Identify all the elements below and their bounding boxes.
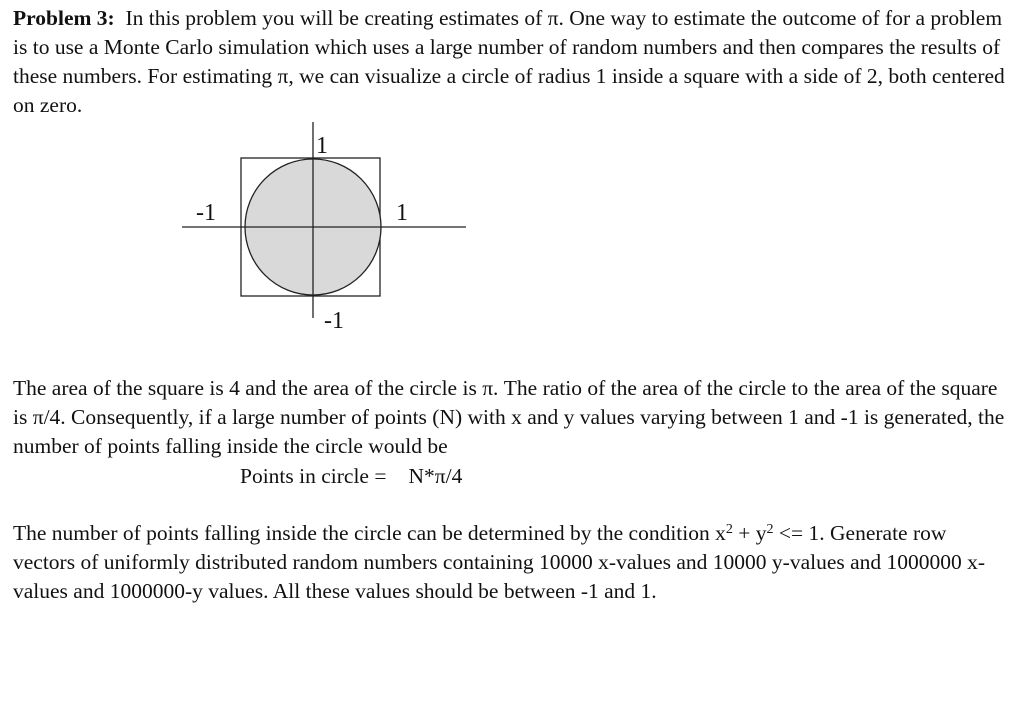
points-in-circle-formula [240, 462, 462, 491]
condition-text-after: <= 1. Generate row vectors of uniformly distributed random numbers containing 10000 x-values and 10000 y-values and 1000000 x-values and 1000000-y values. All these values should be between -1 and 1. [13, 521, 986, 603]
condition-paragraph [13, 519, 1013, 606]
problem-intro-text: In this problem you will be creating estimates of π. One way to estimate the outcome of for a problem is to use a Monte Carlo simulation which uses a large number of random numbers and then compares the results of these numbers. For estimating π, we can visualize a circle of radius 1 inside a square with a side of 2, both centered on zero. [13, 6, 1005, 117]
problem-heading: Problem 3: [13, 6, 115, 30]
formula-lhs: Points in circle = [240, 464, 387, 488]
x-squared-exponent: 2 [725, 522, 733, 537]
label-bottom-minus-1: -1 [324, 308, 344, 334]
formula-rhs: N*π/4 [408, 464, 463, 488]
label-left-minus-1: -1 [196, 200, 216, 226]
condition-text-before: The number of points falling inside the circle can be determined by the condition x [13, 521, 726, 545]
condition-plus-y: + y [732, 521, 767, 545]
y-squared-exponent: 2 [766, 522, 774, 537]
explanation-paragraph: The area of the square is 4 and the area of the circle is π. The ratio of the area of the circle to the area of the square is π/4. Consequently, if a large number of points (N) with x and y values varying between 1 and -1 is generated, the number of points falling inside the circle would be [13, 376, 1005, 458]
label-right-1: 1 [396, 200, 408, 226]
label-top-1: 1 [316, 133, 328, 159]
